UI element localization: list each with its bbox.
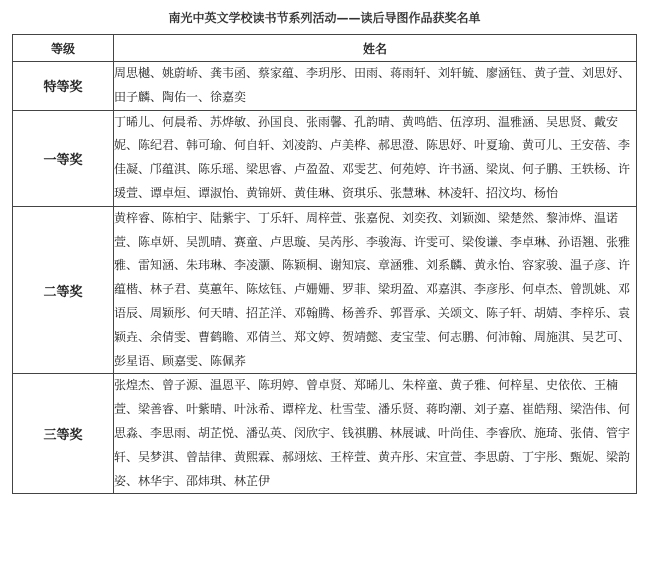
- table-row: [13, 374, 637, 494]
- table-row: [13, 110, 637, 206]
- column-header-level: 等级: [13, 35, 114, 62]
- document-title: 南光中英文学校读书节系列活动——读后导图作品获奖名单: [168, 11, 481, 25]
- column-header-names: 姓名: [114, 35, 637, 62]
- award-level-first: 一等奖: [13, 110, 114, 206]
- award-level-second: 二等奖: [13, 206, 114, 374]
- winner-names-third: 张煌杰、曾子源、温恩平、陈玥婷、曾卓贤、郑晞儿、朱梓童、黄子雅、何梓星、史依依、王楠萱、梁善睿、叶紫晴、叶泳希、谭梓龙、杜雪莹、潘乐贤、蒋昀潮、刘子嘉、崔皓翔、梁浩伟、何思淼、李思雨、胡芷悦、潘弘英、闵欣宇、钱祺鹏、林展诚、叶尚佳、李睿欣、施琦、张倩、管宇轩、吴梦淇、曾喆律、黄熙霖、郝翊炫、王梓萱、黄卉彤、宋宣萱、李思蔚、丁宇彤、甄妮、梁韵姿、林华宇、邵炜琪、林芷伊: [114, 374, 637, 494]
- award-level-special: 特等奖: [13, 62, 114, 111]
- table-row: [13, 206, 637, 374]
- winner-names-second: 黄梓睿、陈柏宇、陆紫宇、丁乐轩、周梓萱、张嘉倪、刘奕孜、刘颖洳、梁楚然、黎沛烨、温诺萱、陈卓妍、吴凯晴、赛童、卢思璇、吴芮彤、李骏海、许雯可、梁俊谦、李卓琳、孙语翘、张雅雅、雷知涵、朱玮琳、李凌灏、陈颖桐、谢知宸、章涵雅、刘系麟、黄永怡、容家骏、温子彦、许蕴楷、林子君、莫蕙年、陈炫钰、卢姗姗、罗菲、梁玥盈、邓嘉淇、李彦彤、何卓杰、曾凯姚、邓语辰、周颖彤、何天晴、招芷洋、邓翰腾、杨善乔、郭晋承、关颂文、陈子轩、胡婧、李梓乐、袁颖垚、余倩雯、曹鹤瞻、邓倩兰、郑文婷、贺靖懿、麦宝莹、何志鹏、何沛翰、周施淇、吴艺可、彭星语、顾嘉雯、陈佩荞: [114, 206, 637, 374]
- award-level-third: 三等奖: [13, 374, 114, 494]
- table-row: [13, 62, 637, 111]
- table-header-row: [13, 35, 637, 62]
- winner-names-first: 丁晞儿、何晨希、苏烨敏、孙国良、张雨馨、孔韵晴、黄鸣皓、伍淳玥、温雅涵、吴思贤、戴安妮、陈纪君、韩可瑜、何自轩、刘凌韵、卢美桦、郝思澄、陈思妤、叶夏瑜、黄可儿、王安蓓、李佳凝、邝蕴淇、陈乐瑶、梁思睿、卢盈盈、邓雯艺、何苑婷、许书涵、梁岚、何子鹏、王轶杨、许瑗萱、谭卓烜、谭淑怡、黄锦妍、黄佳琳、资琪乐、张慧琳、林凌轩、招汶均、杨怡: [114, 110, 637, 206]
- award-table: [12, 34, 637, 494]
- winner-names-special: 周思樾、姚蔚峤、龚韦函、蔡家蕴、李玥彤、田雨、蒋雨轩、刘轩毓、廖涵钰、黄子萱、刘思妤、田子麟、陶佑一、徐嘉奕: [114, 62, 637, 111]
